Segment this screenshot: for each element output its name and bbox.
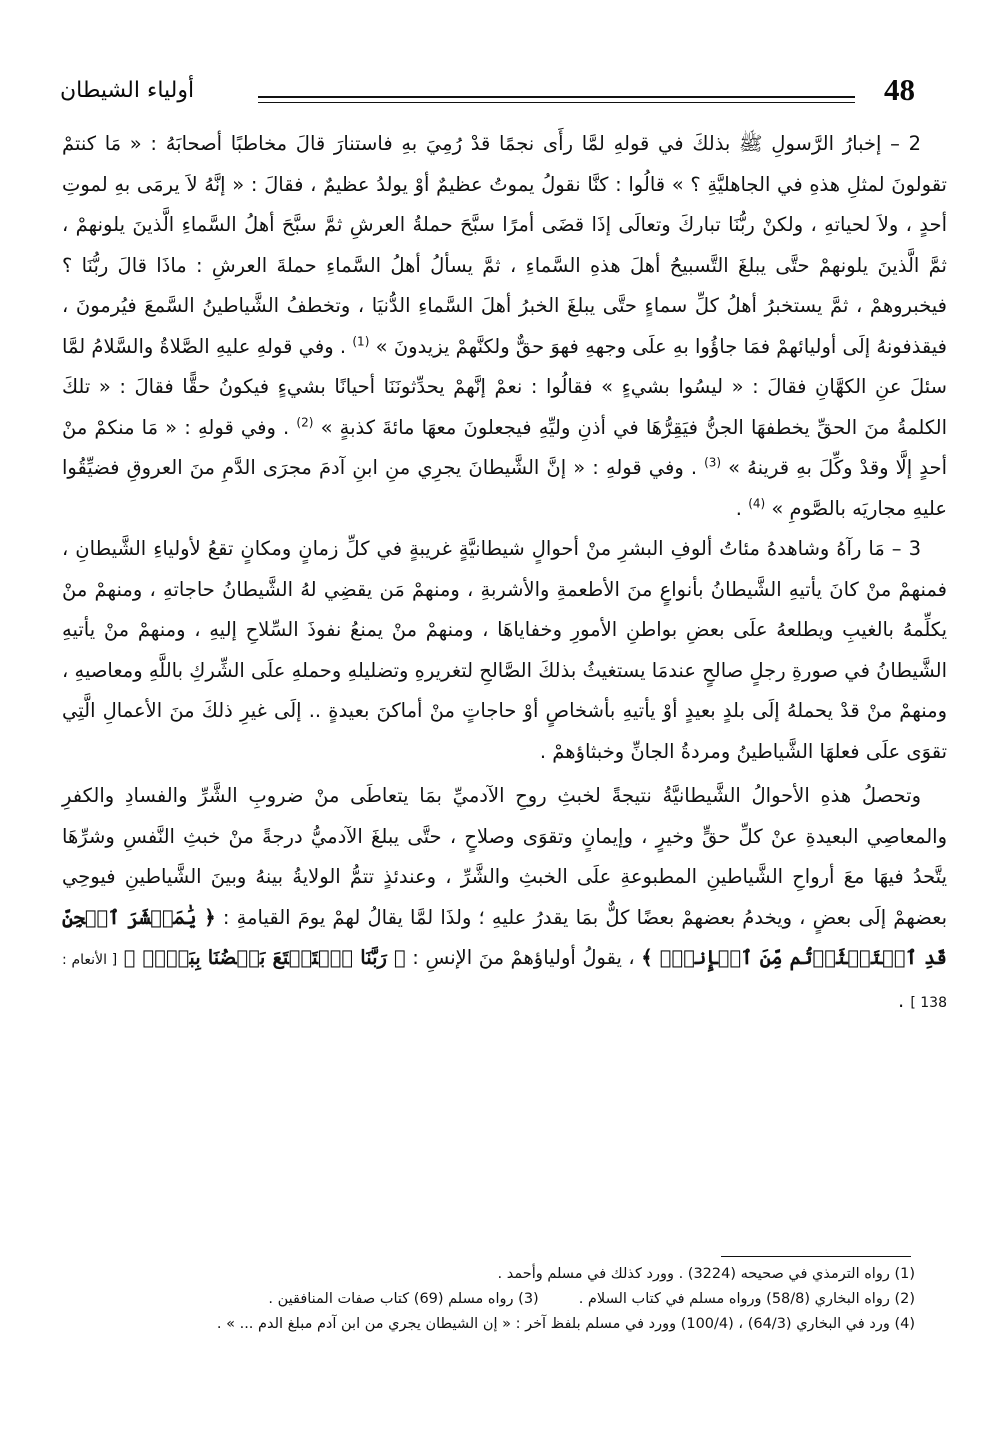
footnote-4	[100, 1312, 915, 1337]
footnote-number: (2)	[894, 1291, 915, 1307]
quran-verse: ﴿ يَٰمَعۡشَرَ ٱلۡجِنِّ قَدِ ٱسۡتَكۡثَرۡتُم مِّنَ ٱلۡإِنسِۖ ﴾	[62, 905, 947, 969]
text-segment: . وفي قولهِ : « إنَّ الشَّيطانَ يجرِي منِ ابنِ آدمَ مجرَى الدَّمِ منَ العروقِ فضيِّقُوا عليهِ مجاريَه بالصَّومِ »	[62, 456, 947, 520]
footnote-divider	[721, 1256, 911, 1257]
text-segment: ، يقولُ أولياؤهمْ منَ الإنسِ :	[412, 946, 635, 969]
text-segment: . وفي قولهِ : « مَا منكمْ منْ أحدٍ إلَّا وقدْ وكِّلَ بهِ قرينهُ »	[62, 415, 947, 479]
footnote-text: ورد في البخاري (64/3) ، (100/4) وورد في مسلم بلفظ آخر : « إن الشيطان يجري من ابن آدم مبلغ الدم ... » .	[216, 1316, 890, 1332]
page-number: 48	[884, 72, 915, 107]
text-segment: .	[897, 988, 905, 1012]
text-segment: .	[735, 496, 742, 520]
quran-verse: ﴿ رَبَّنَا ٱسۡتَمۡتَعَ بَعۡضُنَا بِبَعۡضٖ ﴾	[123, 946, 406, 969]
footnote-number: (1)	[894, 1266, 915, 1282]
running-title: أولياء الشيطان	[60, 78, 195, 103]
footnote-ref[interactable]: (3)	[704, 455, 722, 470]
footnote-number: (4)	[894, 1316, 915, 1332]
footnote-number: (3)	[518, 1291, 539, 1307]
text-segment: وتحصلُ هذهِ الأحوالُ الشَّيطانيَّةُ نتيجةً لخبثِ روحِ الآدميِّ بمَا يتعاطَى منْ ضروبِ الشَّرِّ والفسادِ والكفرِ والمعاصِي البعيدةِ عنْ كلِّ حقٍّ وخيرٍ ، وإيمانٍ وتقوَى وصلاحٍ ، حتَّى يبلغَ الآدميُّ درجةً منْ خبثِ النَّفسِ وشرِّهَا يتَّحدُ فيهَا معَ أرواحِ الشَّياطينِ المطبوعةِ علَى الخبثِ والشَّرِّ ، وعندئذٍ تتمُّ الولايةُ بينهُ وبينَ الشَّياطينِ فيوحِي بعضهمْ إلَى بعضٍ ، ويخدمُ بعضهمْ بعضًا كلٌّ بمَا يقدرُ عليهِ ؛ ولذَا لمَّا يقالُ لهمْ يومَ القيامةِ :	[62, 784, 947, 929]
footnote-1	[100, 1262, 915, 1287]
footnote-ref[interactable]: (4)	[748, 496, 766, 510]
header-rule	[258, 96, 855, 98]
footnote-ref[interactable]: (1)	[352, 334, 370, 348]
text-segment: . وفي قولهِ عليهِ الصَّلاةُ والسَّلامُ لمَّا سئلَ عنِ الكهَّانِ فقالَ : « ليسُوا بشيءٍ » فقالُوا : نعمْ إنَّهمْ يحدِّثونَنَا أحيانًا بشيءٍ فيكونُ حقًّا فقالَ : « تلكَ الكلمةُ منَ الحقِّ يخطفهَا الجنُّ فيَقِرُّهَا في أذنِ وليِّهِ فيجعلونَ معهَا مائةَ كذبةٍ »	[62, 334, 948, 439]
footnote-text: رواه البخاري (58/8) ورواه مسلم في كتاب السلام .	[578, 1291, 890, 1307]
footnote-text: رواه الترمذي في صحيحه (3224) . وورد كذلك في مسلم وأحمد .	[497, 1266, 890, 1282]
body-text	[62, 124, 947, 1023]
paragraph-3: 3 – مَا رآهُ وشاهدهُ مئاتُ ألوفِ البشرِ منْ أحوالٍ شيطانيَّةٍ غريبةٍ في كلِّ زمانٍ ومكانٍ تقعُ لأولياءِ الشَّيطانِ ، فمنهمْ منْ كانَ يأتيهِ الشَّيطانُ بأنواعٍ منَ الأطعمةِ والأشربةِ ، ومنهمْ مَن يقضِي لهُ الشَّيطانُ حاجاتهِ ، ومنهمْ منْ يكلِّمهُ بالغيبِ ويطلعهُ علَى بعضِ بواطنِ الأمورِ وخفاياهَا ، ومنهمْ منْ يمنعُ نفوذَ السِّلاحِ إليهِ ، ومنهمْ منْ يأتيهِ الشَّيطانُ في صورةِ رجلٍ صالحٍ عندمَا يستغيثُ بذلكَ الصَّالحِ لتغريرهِ وتضليلهِ وحملهِ علَى الشِّركِ باللَّهِ ومعاصيهِ ، ومنهمْ منْ قدْ يحملهُ إلَى بلدٍ بعيدٍ أوْ يأتيهِ بأشخاصٍ أوْ حاجاتٍ منْ أماكنَ بعيدةٍ .. إلَى غيرِ ذلكَ منَ الأعمالِ الَّتِي تقوَى علَى فعلهَا الشَّياطينُ ومردةُ الجانِّ وخبثاؤهمْ .	[62, 537, 947, 763]
footnote-text: رواه مسلم (69) كتاب صفات المنافقين .	[268, 1291, 514, 1307]
paragraph-2	[62, 124, 947, 529]
footnote-ref[interactable]: (2)	[296, 415, 314, 429]
surah-reference: [ الأنعام : 138 ]	[62, 952, 947, 1011]
text-segment: 2 – إخبارُ الرَّسولِ ﷺ بذلكَ في قولهِ لمَّا رأَى نجمًا قدْ رُمِيَ بهِ فاستنارَ قالَ مخاطبًا أصحابَهُ : « مَا كنتمْ تقولونَ لمثلِ هذهِ في الجاهليَّةِ ؟ » قالُوا : كنَّا نقولُ يموتُ عظيمٌ أوْ يولدُ عظيمٌ ، فقالَ : « إنَّهُ لاَ يرمَى بهِ لموتِ أحدٍ ، ولاَ لحياتهِ ، ولكنْ ربُّنَا تباركَ وتعالَى إذَا قضَى أمرًا سبَّحَ حملةُ العرشِ ثمَّ سبَّحَ أهلُ السَّماءِ الَّذينَ يلونهمْ ، ثمَّ الَّذينَ يلونهمْ حتَّى يبلغَ التَّسبيحُ أهلَ هذهِ السَّماءِ ، ثمَّ يسألُ أهلُ السَّماءِ حملةَ العرشِ : ماذَا قالَ ربُّنَا ؟ فيخبروهمْ ، ثمَّ يستخبرُ أهلُ كلِّ سماءٍ حتَّى يبلغَ الخبرُ أهلَ السَّماءِ الدُّنيَا ، وتخطفُ الشَّياطينُ السَّمعَ فيُرمونَ ، فيقذفونهُ إلَى أوليائهمْ فمَا جاؤُوا بهِ علَى وجههِ فهوَ حقٌّ ولكنَّهمْ يزيدونَ »	[62, 132, 948, 358]
footnotes	[100, 1262, 915, 1337]
paragraph-4	[62, 776, 947, 1023]
footnote-2-3	[100, 1287, 915, 1312]
header-rule-thin	[258, 102, 855, 103]
page-header	[60, 68, 915, 116]
